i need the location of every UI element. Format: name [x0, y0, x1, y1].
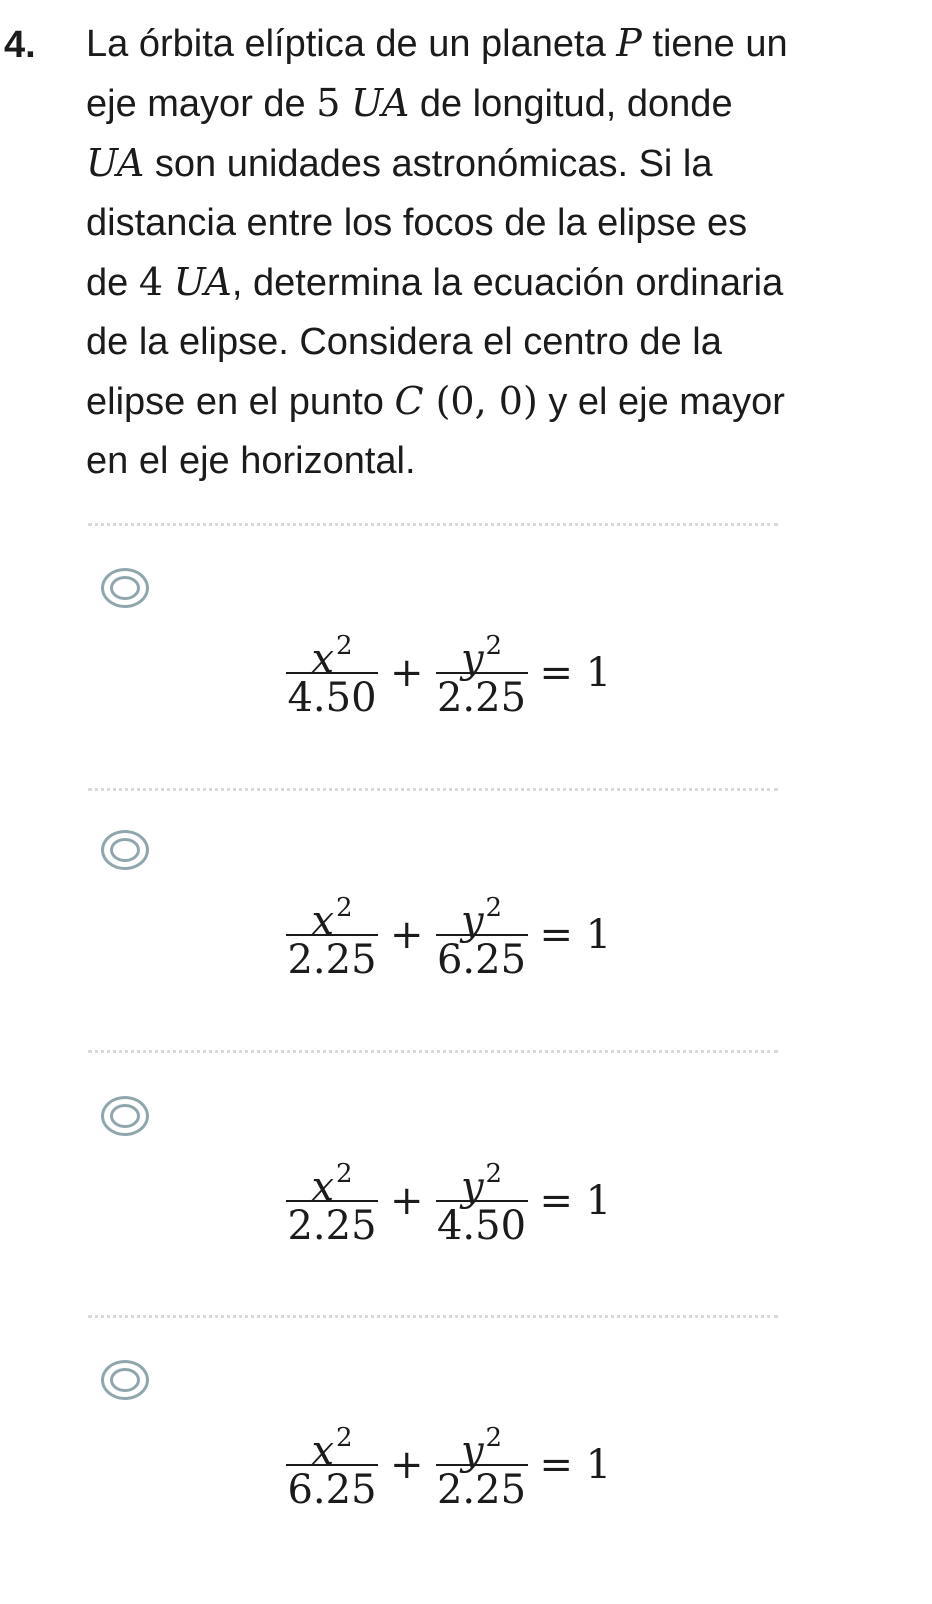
y-numerator: y: [460, 1428, 484, 1474]
math-run: (0, 0): [423, 379, 538, 423]
fraction-x: [286, 1414, 378, 1516]
y-denominator: 2.25: [436, 675, 527, 721]
math-run: 5: [316, 81, 341, 125]
x-numerator: x: [311, 1428, 334, 1474]
question-line: [86, 74, 906, 134]
question-text-run: en el eje horizontal.: [86, 440, 416, 482]
equals-one: = 1: [539, 650, 612, 696]
y-numerator: y: [460, 636, 484, 682]
exponent: 2: [485, 1159, 503, 1189]
exponent: 2: [485, 893, 503, 923]
exponent: 2: [336, 1159, 353, 1189]
math-run: C: [394, 379, 424, 423]
option-equation: [286, 1410, 623, 1520]
question-line: [86, 134, 906, 194]
question-text-run: de longitud, donde: [409, 83, 733, 125]
option-equation: [286, 880, 623, 990]
equals-one: = 1: [539, 912, 612, 958]
question-text-run: , determina la ecuación ordinaria: [231, 262, 784, 304]
equals-one: = 1: [539, 1178, 612, 1224]
x-denominator: 2.25: [287, 937, 377, 983]
y-denominator: 2.25: [436, 1467, 527, 1513]
x-denominator: 2.25: [287, 1203, 377, 1249]
radio-button-icon[interactable]: [101, 830, 149, 870]
option-b[interactable]: [0, 830, 932, 1050]
x-numerator: x: [311, 898, 334, 944]
exponent: 2: [485, 631, 503, 661]
y-numerator: y: [460, 1164, 484, 1210]
question-line: [86, 14, 906, 74]
question-line: [86, 432, 906, 491]
y-denominator: 6.25: [436, 937, 527, 983]
fraction-y: [436, 622, 528, 724]
math-run: UA: [173, 260, 232, 304]
math-run: UA: [350, 81, 410, 125]
exponent: 2: [336, 1423, 353, 1453]
plus-sign: +: [390, 650, 424, 696]
radio-button-icon[interactable]: [101, 568, 149, 608]
question-text-run: de: [86, 262, 139, 304]
fraction-x: [286, 1150, 378, 1252]
question-text-run: de la elipse. Considera el centro de la: [86, 321, 722, 363]
fraction-y: [436, 884, 528, 986]
question-text: [86, 14, 906, 491]
question-text-run: distancia entre los focos de la elipse es: [86, 202, 748, 244]
option-divider: [88, 788, 778, 791]
question-text-run: [340, 83, 351, 125]
option-equation: [286, 1146, 623, 1256]
radio-button-icon[interactable]: [101, 1360, 149, 1400]
math-run: UA: [86, 141, 145, 185]
x-denominator: 6.25: [287, 1467, 377, 1513]
plus-sign: +: [390, 1442, 424, 1488]
option-c[interactable]: [0, 1096, 932, 1316]
question-text-run: elipse en el punto: [86, 381, 395, 423]
option-divider: [88, 1050, 778, 1053]
question-line: [86, 313, 906, 372]
y-numerator: y: [460, 898, 484, 944]
exponent: 2: [336, 631, 353, 661]
option-d[interactable]: [0, 1360, 932, 1580]
fraction-x: [286, 884, 378, 986]
x-numerator: x: [311, 1164, 334, 1210]
plus-sign: +: [390, 1178, 424, 1224]
plus-sign: +: [390, 912, 424, 958]
x-denominator: 4.50: [287, 675, 377, 721]
question-number: 4.: [4, 24, 36, 66]
question-line: [86, 253, 906, 313]
option-a[interactable]: [0, 568, 932, 788]
fraction-x: [286, 622, 378, 724]
x-numerator: x: [311, 636, 334, 682]
option-divider: [88, 1315, 778, 1318]
fraction-y: [436, 1414, 528, 1516]
question-line: [86, 372, 906, 432]
fraction-y: [436, 1150, 528, 1252]
option-divider: [88, 523, 778, 526]
question-text-run: son unidades astronómicas. Si la: [144, 143, 713, 185]
math-run: P: [616, 21, 642, 65]
exponent: 2: [485, 1423, 503, 1453]
question-text-run: tiene un: [641, 23, 788, 65]
math-run: 4: [138, 260, 164, 304]
y-denominator: 4.50: [436, 1203, 527, 1249]
exponent: 2: [336, 893, 353, 923]
option-equation: [286, 618, 623, 728]
question-text-run: eje mayor de: [86, 83, 317, 125]
question-text-run: y el eje mayor: [537, 381, 785, 423]
radio-button-icon[interactable]: [101, 1096, 149, 1136]
question-text-run: La órbita elíptica de un planeta: [86, 23, 617, 65]
question-line: [86, 194, 906, 253]
equals-one: = 1: [539, 1442, 612, 1488]
question-text-run: [163, 262, 174, 304]
